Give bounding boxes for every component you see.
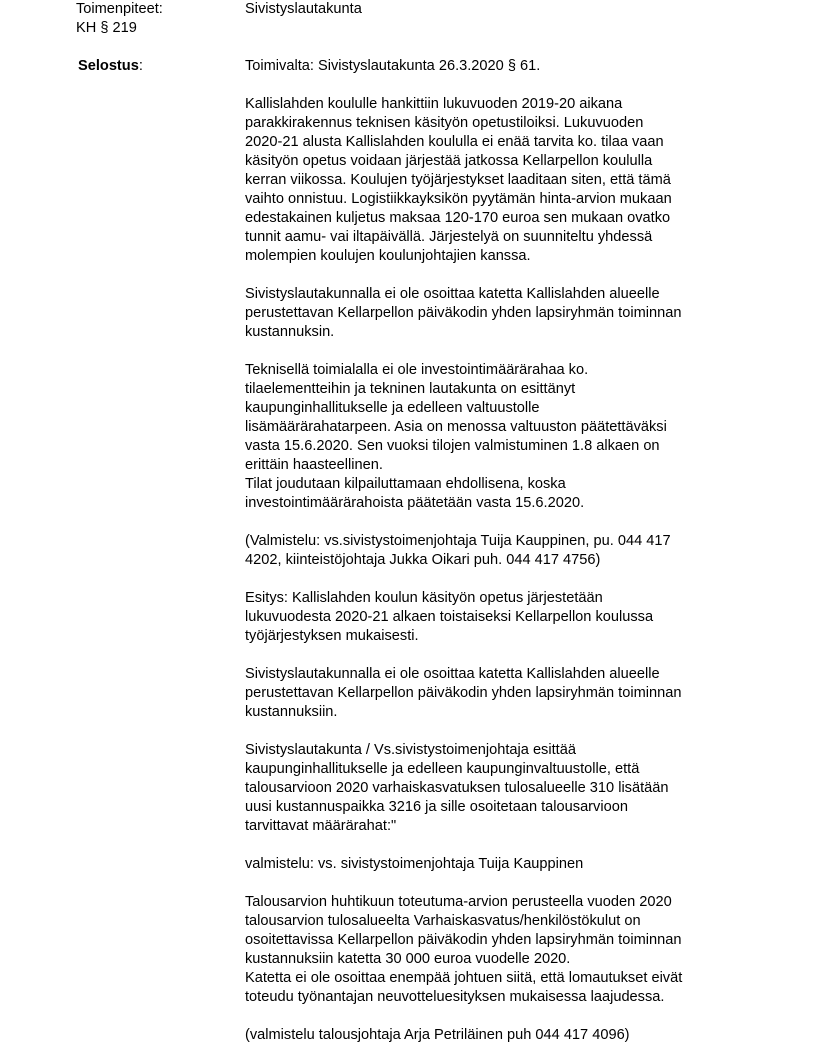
paragraph [245,532,745,570]
toimenpiteet-value: Sivistyslautakunta [245,1,362,17]
paragraph-line: Sivistyslautakunnalla ei ole osoittaa katetta Kallislahden alueelle [245,666,660,682]
paragraph-line: uusi kustannuspaikka 3216 ja sille osoitetaan talousarvioon [245,799,628,815]
paragraph-line: kerran viikossa. Koulujen työjärjestykset laaditaan siten, että tämä [245,172,671,188]
selostus-label-block [78,57,238,76]
paragraph-line: parakkirakennus teknisen käsityön opetustiloiksi. Lukuvuoden [245,115,644,131]
document-body [245,57,745,1064]
paragraph-line: investointimäärärahoista päätetään vasta 15.6.2020. [245,495,585,511]
paragraph-line: 2020-21 alusta Kallislahden koululla ei enää tarvita ko. tilaa vaan [245,134,664,150]
selostus-label: Selostus [78,58,139,74]
paragraph [245,855,745,874]
paragraph-line: perustettavan Kellarpellon päiväkodin yhden lapsiryhmän toiminnan [245,305,682,321]
paragraph-line: työjärjestyksen mukaisesti. [245,628,419,644]
paragraph [245,361,745,513]
paragraph-line: Katetta ei ole osoittaa enempää johtuen siitä, että lomautukset eivät [245,970,683,986]
paragraph-line: (Valmistelu: vs.sivistystoimenjohtaja Tuija Kauppinen, pu. 044 417 [245,533,671,549]
paragraph-line: tilaelementteihin ja tekninen lautakunta on esittänyt [245,381,576,397]
paragraph-line: kustannuksiin. [245,704,338,720]
paragraph-line: erittäin haasteellinen. [245,457,383,473]
paragraph-line: kustannuksin. [245,324,335,340]
paragraph-line: kaupunginhallitukselle ja edelleen valtuustolle [245,400,540,416]
paragraph-line: osoitettavissa Kellarpellon päiväkodin yhden lapsiryhmän toiminnan [245,932,682,948]
paragraph-line: toteudu työnantajan neuvotteluesityksen mukaisessa laajudessa. [245,989,665,1005]
paragraph-line: kaupunginhallitukselle ja edelleen kaupunginvaltuustolle, että [245,761,640,777]
paragraph [245,285,745,342]
kh-section-label: KH § 219 [76,20,137,36]
paragraph-line: Tilat joudutaan kilpailuttamaan ehdollisena, koska [245,476,566,492]
paragraph [245,95,745,266]
paragraph-line: valmistelu: vs. sivistystoimenjohtaja Tuija Kauppinen [245,856,584,872]
paragraph-line: vaihto onnistuu. Logistiikkayksikön pyytämän hinta-arvion mukaan [245,191,672,207]
paragraph-line: Teknisellä toimialalla ei ole investointimäärärahaa ko. [245,362,589,378]
paragraph-line: lukuvuodesta 2020-21 alkaen toistaiseksi Kellarpellon koulussa [245,609,654,625]
paragraph-line: Talousarvion huhtikuun toteutuma-arvion perusteella vuoden 2020 [245,894,672,910]
paragraph-line: perustettavan Kellarpellon päiväkodin yhden lapsiryhmän toiminnan [245,685,682,701]
paragraph-line: Toimivalta: Sivistyslautakunta 26.3.2020 § 61. [245,58,541,74]
paragraph-line: talousarvioon 2020 varhaiskasvatuksen tulosalueelle 310 lisätään [245,780,669,796]
paragraph [245,57,745,76]
paragraph-line: lisämäärärahatarpeen. Asia on menossa valtuuston päätettäväksi [245,419,667,435]
paragraph [245,893,745,1007]
paragraph-line: Kallislahden koululle hankittiin lukuvuoden 2019-20 aikana [245,96,623,112]
meta-labels [76,0,236,38]
paragraph-line: edestakainen kuljetus maksaa 120-170 euroa sen mukaan ovatko [245,210,671,226]
paragraph-line: (valmistelu talousjohtaja Arja Petriläinen puh 044 417 4096) [245,1027,630,1043]
paragraph-line: Esitys: Kallislahden koulun käsityön opetus järjestetään [245,590,603,606]
paragraph-line: vasta 15.6.2020. Sen vuoksi tilojen valmistuminen 1.8 alkaen on [245,438,660,454]
paragraph-line: talousarvion tulosalueelta Varhaiskasvatus/henkilöstökulut on [245,913,641,929]
paragraph-line: tarvittavat määrärahat:" [245,818,397,834]
paragraph-line: Sivistyslautakunnalla ei ole osoittaa katetta Kallislahden alueelle [245,286,660,302]
paragraph-line: käsityön opetus voidaan järjestää jatkossa Kellarpellon koululla [245,153,653,169]
paragraph-line: 4202, kiinteistöjohtaja Jukka Oikari puh. 044 417 4756) [245,552,601,568]
paragraph [245,589,745,646]
paragraph-line: molempien koulujen koulunjohtajien kanssa. [245,248,531,264]
paragraph [245,665,745,722]
toimenpiteet-value-block [245,0,745,19]
paragraph [245,1026,745,1045]
paragraph-line: tunnit aamu- vai iltapäivällä. Järjestelyä on suunniteltu yhdessä [245,229,653,245]
paragraph [245,741,745,836]
toimenpiteet-label: Toimenpiteet: [76,1,163,17]
paragraph-line: kustannuksiin katetta 30 000 euroa vuodelle 2020. [245,951,571,967]
selostus-colon: : [138,58,143,74]
paragraph-line: Sivistyslautakunta / Vs.sivistystoimenjohtaja esittää [245,742,576,758]
